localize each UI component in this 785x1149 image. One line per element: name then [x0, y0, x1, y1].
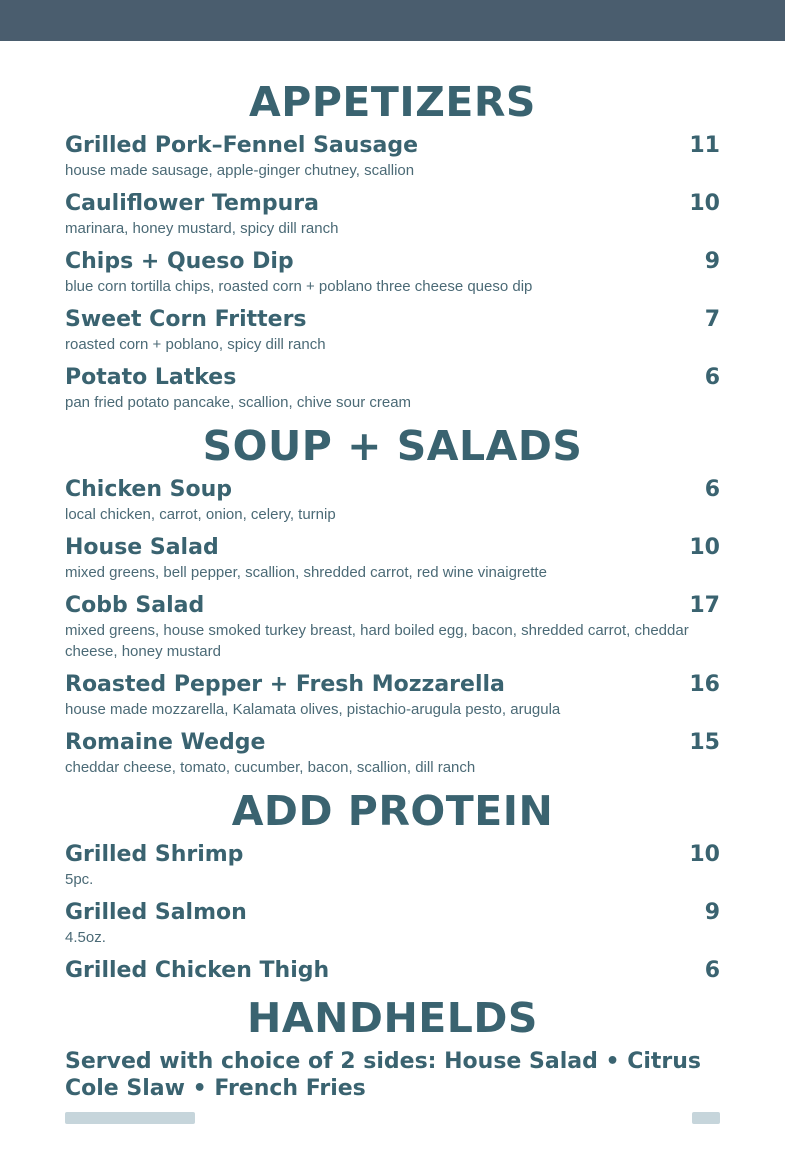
item-name: Grilled Chicken Thigh — [65, 958, 330, 983]
item-description: 4.5oz. — [65, 929, 106, 946]
item-name: Romaine Wedge — [65, 730, 266, 755]
item-name: Grilled Shrimp — [65, 842, 244, 867]
menu-item — [65, 476, 720, 525]
menu-item — [65, 592, 720, 662]
top-header-bar — [0, 0, 785, 41]
item-price: 15 — [689, 730, 720, 755]
item-description: house made sausage, apple-ginger chutney, scallion — [65, 162, 415, 179]
item-name: Grilled Salmon — [65, 900, 247, 925]
item-name: Chips + Queso Dip — [65, 249, 294, 274]
menu-item — [65, 364, 720, 413]
menu-item — [65, 306, 720, 355]
item-name: Potato Latkes — [65, 365, 237, 390]
section-soup-salads — [65, 422, 720, 778]
item-name: House Salad — [65, 535, 219, 560]
menu-item — [65, 132, 720, 181]
item-name: Cauliflower Tempura — [65, 191, 319, 216]
item-description: house made mozzarella, Kalamata olives, pistachio-arugula pesto, arugula — [65, 701, 561, 718]
menu-item — [65, 899, 720, 948]
item-price: 16 — [689, 672, 720, 697]
item-price: 7 — [704, 307, 720, 332]
section-handhelds — [65, 994, 720, 1124]
item-price: 17 — [689, 593, 720, 618]
section-appetizers — [65, 78, 720, 413]
item-price: 10 — [689, 842, 720, 867]
menu-item — [65, 729, 720, 778]
item-price: 9 — [704, 249, 720, 274]
item-description: cheddar cheese, tomato, cucumber, bacon, scallion, dill ranch — [65, 759, 476, 776]
menu-item — [65, 841, 720, 890]
menu-item — [65, 534, 720, 583]
item-name: Roasted Pepper + Fresh Mozzarella — [65, 672, 505, 697]
item-price: 6 — [704, 365, 720, 390]
cut-off-item-name — [65, 1112, 195, 1124]
item-price: 6 — [704, 477, 720, 502]
item-price: 9 — [704, 900, 720, 925]
item-name: Sweet Corn Fritters — [65, 307, 307, 332]
item-description: mixed greens, bell pepper, scallion, shredded carrot, red wine vinaigrette — [65, 564, 547, 581]
item-description: local chicken, carrot, onion, celery, turnip — [65, 506, 336, 523]
item-description: 5pc. — [65, 871, 94, 888]
item-name: Chicken Soup — [65, 477, 233, 502]
menu-item — [65, 957, 720, 985]
item-price: 6 — [704, 958, 720, 983]
item-description: marinara, honey mustard, spicy dill ranch — [65, 220, 339, 237]
menu-item — [65, 248, 720, 297]
item-description: roasted corn + poblano, spicy dill ranch — [65, 336, 326, 353]
cut-off-item-price — [692, 1112, 720, 1124]
cut-off-menu-item — [65, 1112, 720, 1124]
item-name: Grilled Pork–Fennel Sausage — [65, 133, 419, 158]
item-price: 10 — [689, 191, 720, 216]
item-name: Cobb Salad — [65, 593, 205, 618]
menu-item — [65, 190, 720, 239]
section-title: ADD PROTEIN — [231, 787, 554, 835]
section-add-protein — [65, 787, 720, 985]
section-title: HANDHELDS — [247, 994, 538, 1042]
item-description: pan fried potato pancake, scallion, chive sour cream — [65, 394, 412, 411]
item-description: mixed greens, house smoked turkey breast, hard boiled egg, bacon, shredded carrot, cheddar cheese, honey mustard — [65, 622, 689, 660]
section-title: APPETIZERS — [249, 78, 536, 126]
sides-note: Served with choice of 2 sides: House Salad • Citrus Cole Slaw • French Fries — [65, 1049, 702, 1101]
menu-item — [65, 671, 720, 720]
item-description: blue corn tortilla chips, roasted corn + poblano three cheese queso dip — [65, 278, 533, 295]
item-price: 11 — [689, 133, 720, 158]
section-title: SOUP + SALADS — [202, 422, 583, 470]
menu-content — [65, 78, 720, 1124]
item-price: 10 — [689, 535, 720, 560]
